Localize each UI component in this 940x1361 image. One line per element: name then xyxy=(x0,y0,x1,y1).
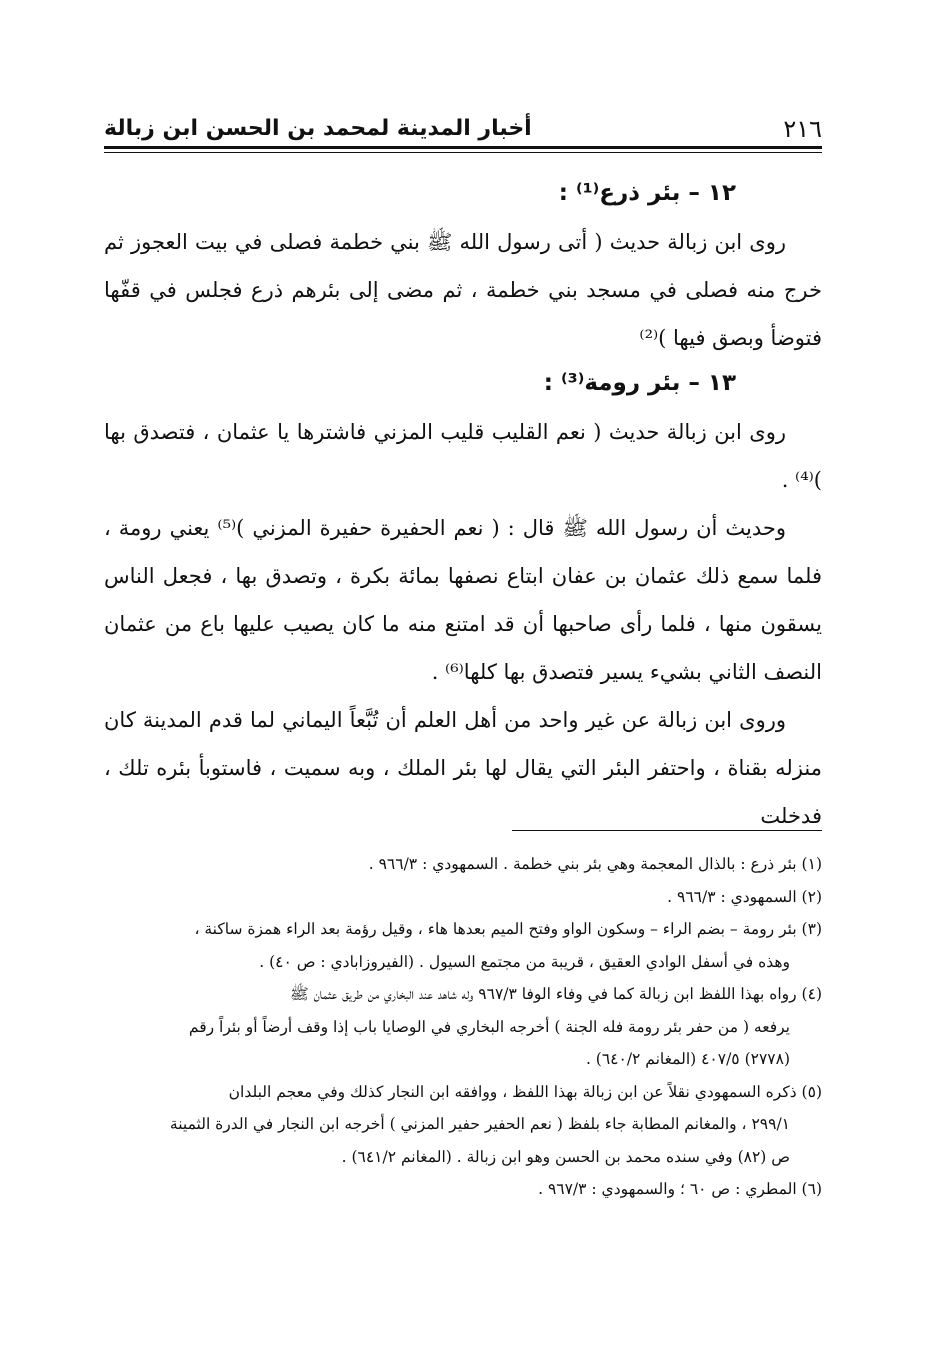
footnote-5-line-3: ص (٨٢) وفي سنده محمد بن الحسن وهو ابن زبالة . (المغانم ٦٤١/٢) . xyxy=(341,1147,790,1166)
footnote-4-line-1: (٤) رواه بهذا اللفظ ابن زبالة كما في وفاء الوفا ٩٦٧/٣ وله شاهد عند البخاري من طريق عثمان ﷺ xyxy=(289,985,822,1003)
running-title: أخبار المدينة لمحمد بن الحسن ابن زبالة xyxy=(104,116,532,141)
running-header xyxy=(104,104,822,144)
footnote-3-line-1: (٣) بئر رومة – بضم الراء – وسكون الواو وفتح الميم بعدها هاء ، وقيل رؤمة بعد الراء همزة ساكنة ، xyxy=(194,920,822,938)
footnote-separator xyxy=(512,830,822,831)
footnote-1: (١) بئر ذرع : بالذال المعجمة وهي بئر بني خطمة . السمهودي : ٩٦٦/٣ . xyxy=(368,855,822,873)
paragraph-12: روى ابن زبالة حديث ( أتى رسول الله ﷺ بني خطمة فصلى في بيت العجوز ثم خرج منه فصلى في مسجد بني خطمة ، ثم مضى إلى بئرهم ذرع فجلس في قفّها فتوضأ وبصق فيها )⁽²⁾ xyxy=(104,230,822,350)
paragraph-13b: وحديث أن رسول الله ﷺ قال : ( نعم الحفيرة حفيرة المزني )⁽⁵⁾ يعني رومة ، فلما سمع ذلك عثمان بن عفان ابتاع نصفها بمائة بكرة ، وتصدق بها ، فجعل الناس يسقون منها ، فلما رأى صاحبها أن قد امتنع منه ما كان يصيب عليها باع من عثمان النصف الثاني بشيء يسير فتصدق بها كلها⁽⁶⁾ . xyxy=(104,516,822,684)
main-text xyxy=(104,172,822,840)
section-heading-13: ١٣ – بئر رومة⁽³⁾ : xyxy=(543,370,736,396)
footnote-2: (٢) السمهودي : ٩٦٦/٣ . xyxy=(667,887,822,906)
footnote-3-line-2: وهذه في أسفل الوادي العقيق ، قريبة من مجتمع السيول . (الفيروزابادي : ص ٤٠) . xyxy=(259,952,790,971)
footnote-5-line-2: ٢٩٩/١ ، والمغانم المطابة جاء بلفظ ( نعم الحفير حفير المزني ) أخرجه ابن النجار في الدرة الثمينة xyxy=(169,1115,790,1133)
footnote-6: (٦) المطري : ص ٦٠ ؛ والسمهودي : ٩٦٧/٣ . xyxy=(538,1180,822,1198)
page-number: ٢١٦ xyxy=(783,115,822,143)
paragraph-13a: روى ابن زبالة حديث ( نعم القليب قليب المزني فاشترها يا عثمان ، فتصدق بها )⁽⁴⁾ . xyxy=(104,420,822,492)
footnote-5-line-1: (٥) ذكره السمهودي نقلاً عن ابن زبالة بهذا اللفظ ، ووافقه ابن النجار كذلك وفي معجم البلدان xyxy=(228,1082,822,1101)
footnotes xyxy=(104,848,822,1206)
section-heading-12: ١٢ – بئر ذرع⁽¹⁾ : xyxy=(558,180,736,206)
header-rule-thin xyxy=(104,152,822,153)
header-rule-thick xyxy=(104,146,822,149)
footnote-4-line-2: يرفعه ( من حفر بئر رومة فله الجنة ) أخرجه البخاري في الوصايا باب إذا وقف أرضاً أو بئراً رقم xyxy=(188,1017,790,1036)
footnote-4-line-3: (٢٧٧٨) ٤٠٧/٥ (المغانم ٦٤٠/٢) . xyxy=(585,1050,790,1068)
paragraph-13c: وروى ابن زبالة عن غير واحد من أهل العلم أن تُبَّعاً اليماني لما قدم المدينة كان منزله بقناة ، واحتفر البئر التي يقال لها بئر الملك ، وبه سميت ، فاستوبأ بئره تلك ، فدخلت xyxy=(104,708,822,828)
